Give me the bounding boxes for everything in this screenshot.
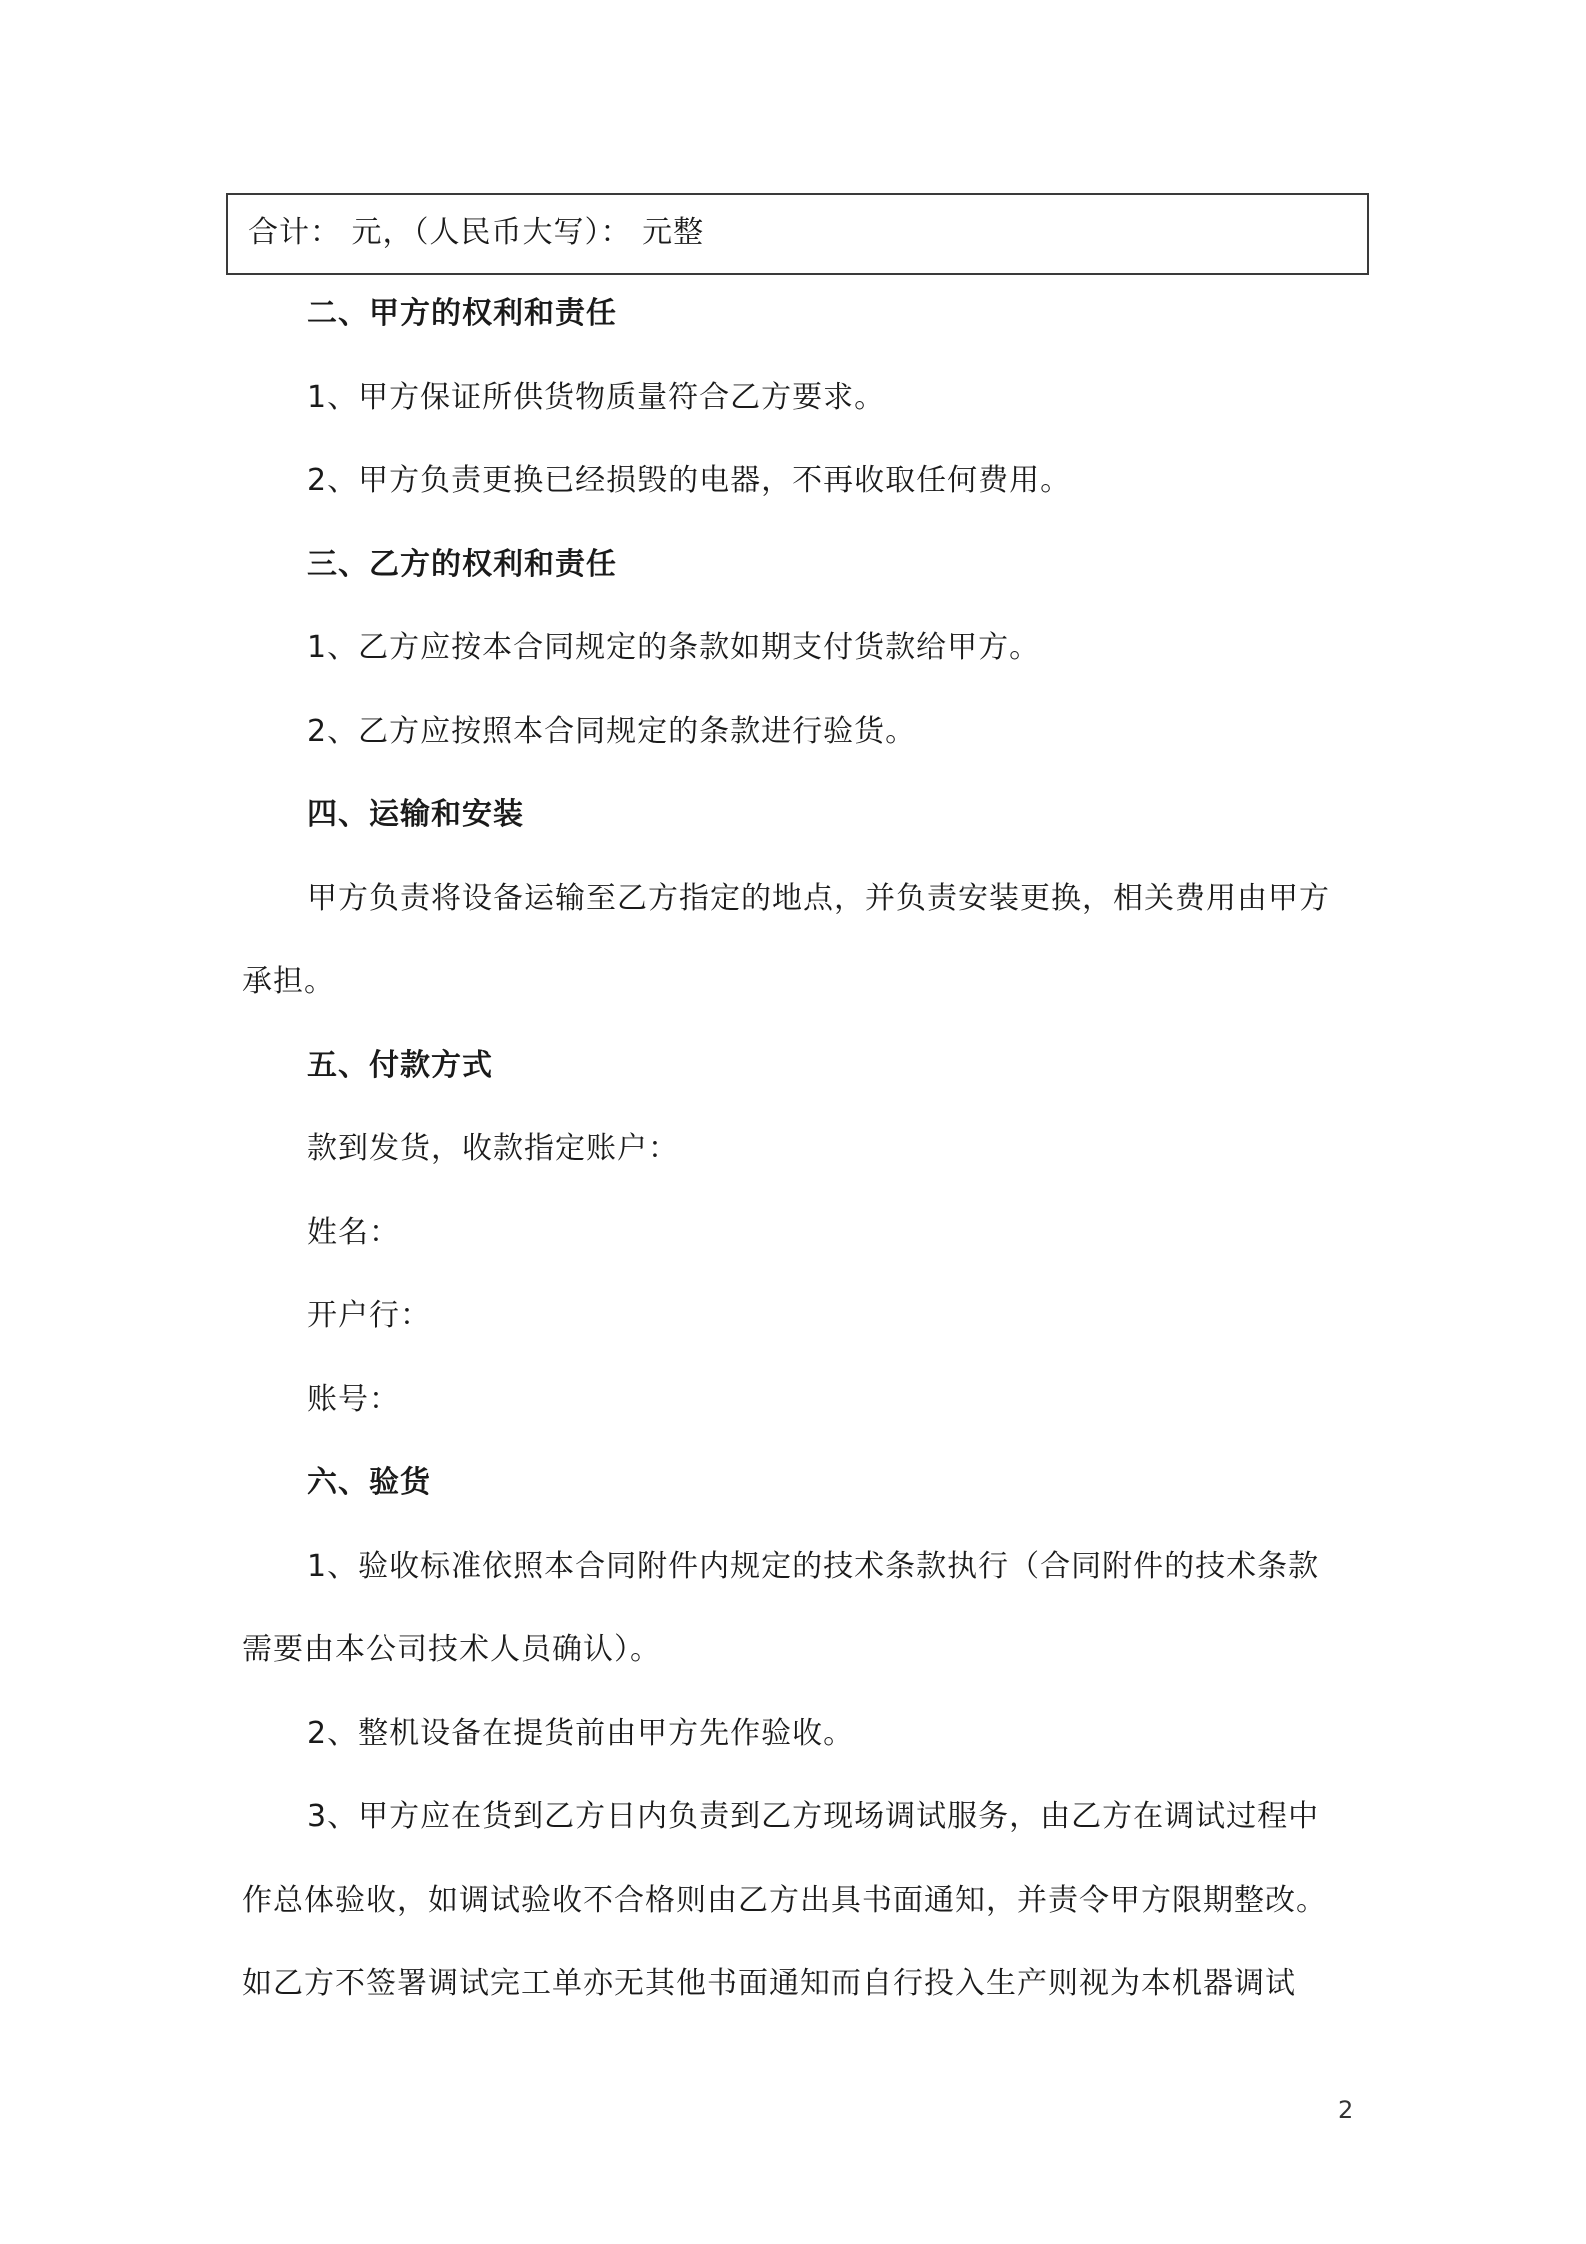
section-4-paragraph-line-2: 承担。	[242, 964, 335, 999]
section-4-heading: 四、运输和安装	[307, 797, 524, 832]
section-5-account-label: 账号：	[307, 1382, 400, 1417]
section-5-bank-label: 开户行：	[307, 1298, 431, 1333]
section-6-item-2: 2、整机设备在提货前由甲方先作验收。	[307, 1716, 855, 1751]
section-6-item-1-line-1: 1、验收标准依照本合同附件内规定的技术条款执行（合同附件的技术条款	[307, 1549, 1320, 1584]
section-2-item-2: 2、甲方负责更换已经损毁的电器，不再收取任何费用。	[307, 463, 1072, 498]
section-3-heading: 三、乙方的权利和责任	[307, 547, 617, 582]
section-5-name-label: 姓名：	[307, 1215, 400, 1250]
section-3-item-1: 1、乙方应按本合同规定的条款如期支付货款给甲方。	[307, 630, 1041, 665]
section-5-payment-line: 款到发货，收款指定账户：	[307, 1131, 679, 1166]
section-6-heading: 六、验货	[307, 1465, 431, 1500]
section-2-item-1: 1、甲方保证所供货物质量符合乙方要求。	[307, 380, 886, 415]
total-amount-box	[226, 193, 1369, 275]
section-5-heading: 五、付款方式	[307, 1048, 493, 1083]
section-2-heading: 二、甲方的权利和责任	[307, 296, 617, 331]
page-number: 2	[1338, 2096, 1354, 2124]
total-amount-text: 合计： 元，（人民币大写）： 元整	[248, 215, 705, 250]
section-6-item-3-line-1: 3、甲方应在货到乙方日内负责到乙方现场调试服务，由乙方在调试过程中	[307, 1799, 1320, 1834]
section-4-paragraph-line-1: 甲方负责将设备运输至乙方指定的地点，并负责安装更换，相关费用由甲方	[307, 881, 1330, 916]
section-6-item-1-line-2: 需要由本公司技术人员确认）。	[242, 1632, 661, 1667]
section-6-item-3-line-3: 如乙方不签署调试完工单亦无其他书面通知而自行投入生产则视为本机器调试	[242, 1966, 1296, 2001]
section-3-item-2: 2、乙方应按照本合同规定的条款进行验货。	[307, 714, 917, 749]
section-6-item-3-line-2: 作总体验收，如调试验收不合格则由乙方出具书面通知，并责令甲方限期整改。	[242, 1883, 1327, 1918]
